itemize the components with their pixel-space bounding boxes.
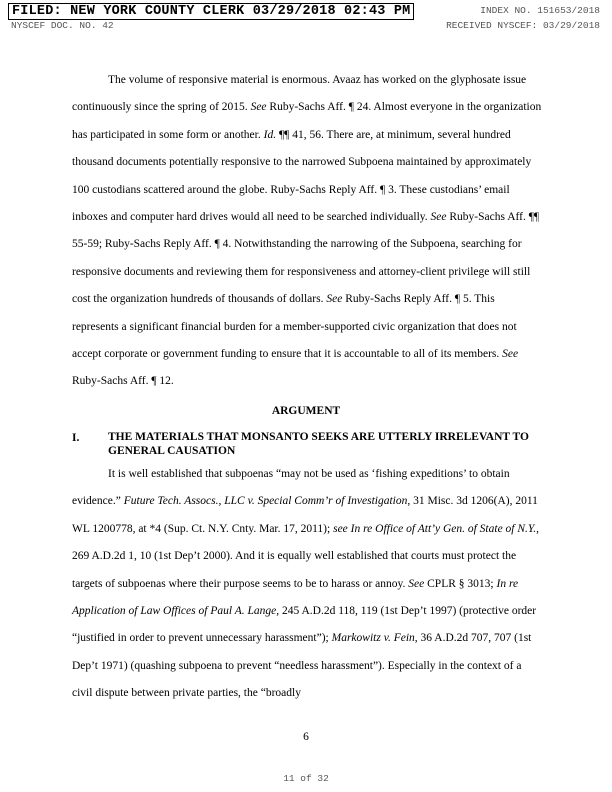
- page-count-footer: 11 of 32: [283, 773, 329, 784]
- index-number: INDEX NO. 151653/2018: [480, 5, 600, 16]
- page-number: 6: [303, 731, 309, 743]
- received-date: RECEIVED NYSCEF: 03/29/2018: [446, 20, 600, 31]
- nyscef-doc-number: NYSCEF DOC. NO. 42: [11, 20, 114, 31]
- filed-stamp: FILED: NEW YORK COUNTY CLERK 03/29/2018 02:43 PM: [8, 3, 414, 20]
- paragraph-volume: The volume of responsive material is enormous. Avaaz has worked on the glyphosate issue continuously since the spring of 2015. See Ruby-Sachs Aff. ¶ 24. Almost everyone in the organization has participated in some form or another. Id. ¶¶ 41, 56. There are, at minimum, several hundred thousand documents potentially responsive to the narrowed Subpoena maintained by approximately 100 custodians scattered around the globe. Ruby-Sachs Reply Aff. ¶ 3. These custodians’ email inboxes and computer hard drives would all need to be searched individually. See Ruby-Sachs Aff. ¶¶ 55-59; Ruby-Sachs Reply Aff. ¶ 4. Notwithstanding the narrowing of the Subpoena, searching for responsive documents and reviewing them for responsiveness and attorney-client privilege will still cost the organization hundreds of thousands of dollars. See Ruby-Sachs Reply Aff. ¶ 5. This represents a significant financial burden for a member-supported civic organization that does not accept corporate or government funding to ensure that it is accountable to all of its members. See Ruby-Sachs Aff. ¶ 12.: [72, 74, 542, 388]
- section-number: I.: [72, 432, 80, 444]
- section-title: THE MATERIALS THAT MONSANTO SEEKS ARE UTTERLY IRRELEVANT TO GENERAL CAUSATION: [108, 431, 529, 457]
- paragraph-fishing-expeditions: It is well established that subpoenas “may not be used as ‘fishing expeditions’ to obtain evidence.” Future Tech. Assocs., LLC v. Special Comm’r of Investigation, 31 Misc. 3d 1206(A), 2011 WL 1200778, at *4 (Sup. Ct. N.Y. Cnty. Mar. 17, 2011); see In re Office of Att’y Gen. of State of N.Y., 269 A.D.2d 1, 10 (1st Dep’t 2000). And it is equally well established that courts must protect the targets of subpoenas where their purpose seems to be to harass or annoy. See CPLR § 3013; In re Application of Law Offices of Paul A. Lange, 245 A.D.2d 118, 119 (1st Dep’t 1997) (protective order “justified in order to prevent unnecessary harassment”); Markowitz v. Fein, 36 A.D.2d 707, 707 (1st Dep’t 1971) (quashing subpoena to prevent “needless harassment”). Especially in the context of a civil dispute between private parties, the “broadly: [72, 468, 539, 700]
- argument-heading: ARGUMENT: [271, 405, 341, 417]
